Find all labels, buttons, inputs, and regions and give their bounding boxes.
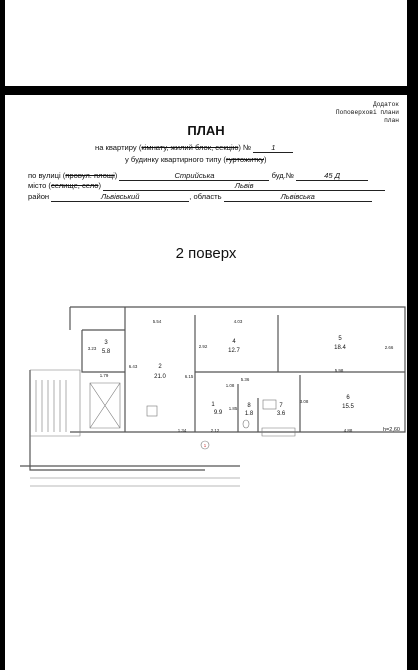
dimension-label: 1.85 [228, 406, 238, 411]
room-2-number: 2 [158, 364, 162, 370]
room-7-area: 3.6 [276, 411, 286, 417]
room-labels [99, 336, 355, 417]
dimension-label: 6.43 [128, 364, 138, 369]
room-5-area: 18.4 [334, 345, 346, 351]
dimension-label: 1.08 [225, 383, 235, 388]
city-line: місто (селище, село) Львів [28, 181, 385, 191]
dimension-label: 1.34 [177, 428, 187, 433]
city-value: Львів [103, 181, 385, 191]
apartment-number: 1 [253, 143, 293, 153]
dimension-label: 4.03 [233, 319, 243, 324]
room-2-area: 21.0 [154, 374, 166, 380]
dimension-label: 2.92 [198, 344, 208, 349]
street-line: по вулиці (провул. площі) Стрийська буд.№ 45 Д [28, 171, 368, 181]
room-5-number: 5 [338, 336, 342, 342]
room-8-number: 8 [247, 403, 251, 409]
annex-line-2: Поповерхові плани [335, 109, 399, 116]
district-value: Львівський [51, 192, 189, 202]
dimension-label: 5.54 [152, 319, 162, 324]
dimension-label: 5.98 [334, 368, 344, 373]
apartment-line: на квартиру (кімнату, жилий блок, секцію) № 1 [95, 143, 293, 153]
room-6-area: 15.5 [342, 404, 354, 410]
ceiling-height: h=2,60 [383, 427, 400, 433]
entrance-marker: 1 [203, 443, 207, 448]
building-value: 45 Д [296, 171, 368, 181]
room-4-area: 12.7 [228, 348, 240, 354]
dimension-label: 6.15 [184, 374, 194, 379]
dimension-labels [88, 319, 400, 448]
building-type-line: у будинку квартирного типу (гуртожитку) [125, 155, 267, 164]
document-title: ПЛАН [187, 123, 225, 138]
room-1-area: 9.9 [213, 410, 223, 416]
dimension-label: 2.12 [210, 428, 220, 433]
room-3-number: 3 [104, 340, 108, 346]
room-1-number: 1 [211, 402, 215, 408]
room-6-number: 6 [346, 395, 350, 401]
district-line: район Львівський , область Львівська [28, 192, 372, 202]
annex-line-1: Додаток [373, 101, 399, 108]
dimension-label: 4.88 [343, 428, 353, 433]
room-4-number: 4 [232, 339, 236, 345]
dimension-label: 2.66 [384, 345, 394, 350]
dimension-label: 1.79 [99, 373, 109, 378]
room-3-area: 5.8 [101, 349, 111, 355]
annex-line-3: план [384, 117, 399, 124]
room-8-area: 1.8 [244, 411, 254, 417]
street-value: Стрийська [119, 171, 269, 181]
dimension-label: 3.23 [87, 346, 97, 351]
room-7-number: 7 [279, 403, 283, 409]
floor-title: 2 поверх [175, 245, 237, 262]
region-value: Львівська [224, 192, 372, 202]
dimension-label: 3.08 [299, 399, 309, 404]
dimension-label: 5.36 [240, 377, 250, 382]
